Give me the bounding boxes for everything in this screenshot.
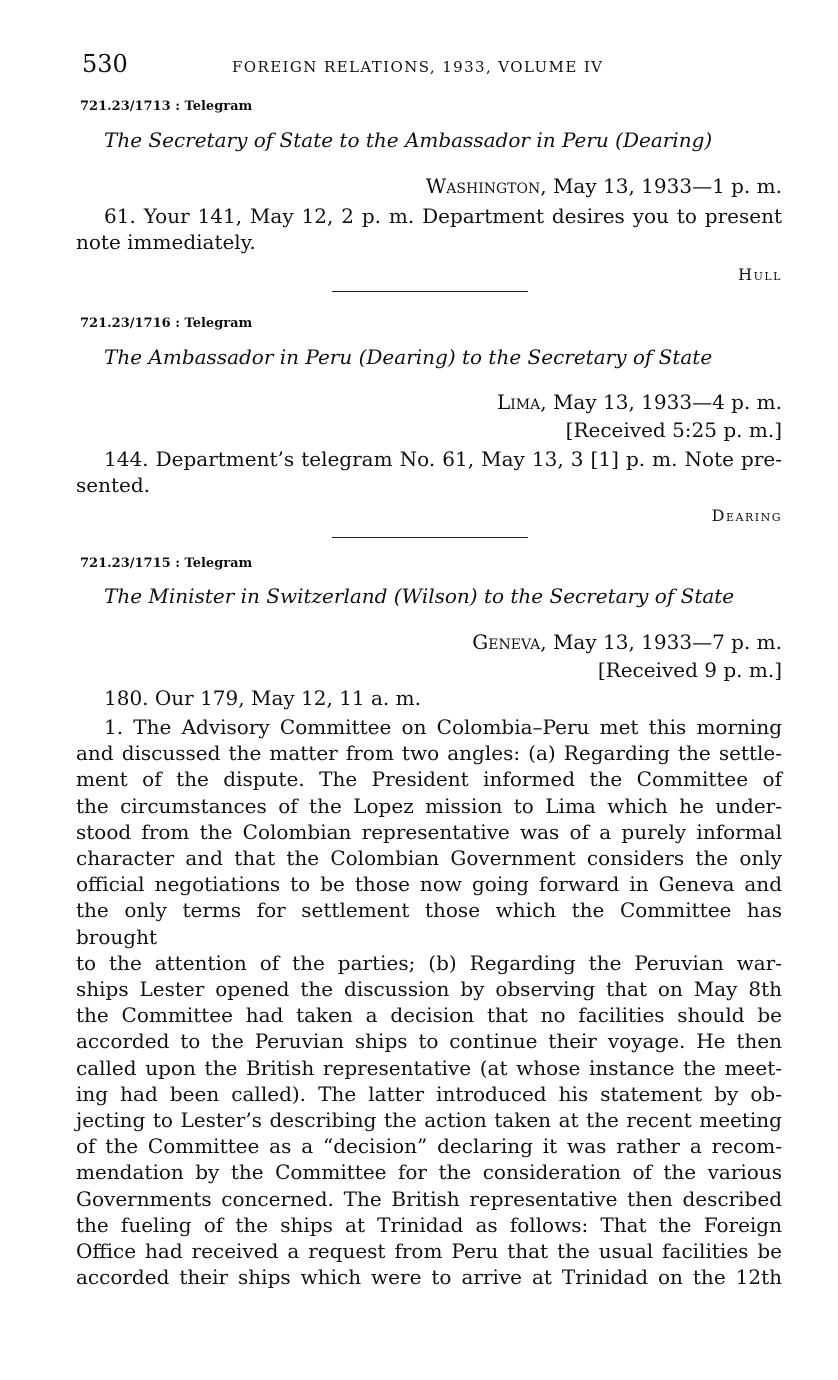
doc3-body-line: and discussed the matter from two angles: (a) Regarding the settle- bbox=[76, 741, 782, 766]
section-divider bbox=[332, 537, 528, 538]
doc1-body bbox=[76, 203, 782, 255]
doc2-title: The Ambassador in Peru (Dearing) to the Secretary of State bbox=[104, 345, 713, 369]
doc3-body-line: character and that the Colombian Government considers the only bbox=[76, 846, 782, 871]
doc3-body-line: the Committee had taken a decision that no facilities should be bbox=[76, 1003, 782, 1028]
doc2-body bbox=[76, 446, 782, 498]
doc1-body-line: note immediately. bbox=[76, 230, 256, 255]
page-header bbox=[82, 50, 782, 82]
doc3-body-line: stood from the Colombian representative was of a purely informal bbox=[76, 819, 782, 844]
doc2-body-line: 144. Department’s telegram No. 61, May 13, 3 [1] p. m. Note pre- bbox=[104, 447, 782, 471]
doc1-date: , May 13, 1933—1 p. m. bbox=[540, 174, 782, 198]
doc2-body-line: sented. bbox=[76, 473, 151, 498]
doc1-signature: Hull bbox=[738, 265, 782, 284]
doc1-place: Washington bbox=[425, 174, 541, 198]
doc1-file-ref: 721.23/1713 : Telegram bbox=[80, 99, 253, 114]
doc3-body-line: ships Lester opened the discussion by observing that on May 8th bbox=[76, 977, 782, 1002]
doc3-opening-line: 180. Our 179, May 12, 11 a. m. bbox=[104, 686, 421, 710]
doc3-body-line: the circumstances of the Lopez mission to Lima which he under- bbox=[76, 793, 782, 818]
doc3-body-line: the fueling of the ships at Trinidad as follows: That the Foreign bbox=[76, 1212, 782, 1237]
section-divider bbox=[332, 291, 528, 292]
running-head: FOREIGN RELATIONS, 1933, VOLUME IV bbox=[232, 58, 604, 76]
doc1-dateline bbox=[426, 174, 782, 198]
doc3-dateline bbox=[472, 630, 782, 654]
doc3-body-line: ment of the dispute. The President informed the Committee of bbox=[76, 767, 782, 792]
doc3-body-line: ing had been called). The latter introduced his statement by ob- bbox=[76, 1081, 782, 1106]
doc2-signature: Dearing bbox=[711, 506, 782, 525]
doc3-body-line: the only terms for settlement those which the Committee has brought bbox=[76, 898, 782, 949]
doc3-body-line: accorded to the Peruvian ships to continue their voyage. He then bbox=[76, 1029, 782, 1054]
doc3-body-line: to the attention of the parties; (b) Regarding the Peruvian war- bbox=[76, 950, 782, 975]
doc2-date: , May 13, 1933—4 p. m. bbox=[540, 390, 782, 414]
doc3-body bbox=[76, 714, 782, 1290]
doc3-body-line: official negotiations to be those now going forward in Geneva and bbox=[76, 872, 782, 897]
doc3-date: , May 13, 1933—7 p. m. bbox=[540, 630, 782, 654]
doc3-body-line: accorded their ships which were to arrive at Trinidad on the 12th bbox=[76, 1265, 782, 1290]
doc2-dateline bbox=[497, 390, 782, 414]
doc3-file-ref: 721.23/1715 : Telegram bbox=[80, 556, 253, 571]
doc3-place: Geneva bbox=[472, 630, 541, 654]
doc3-opening bbox=[76, 685, 782, 711]
doc2-received: [Received 5:25 p. m.] bbox=[565, 418, 782, 442]
doc3-body-line: mendation by the Committee for the consideration of the various bbox=[76, 1160, 782, 1185]
doc3-body-line: Governments concerned. The British representative then described bbox=[76, 1186, 782, 1211]
doc1-body-line: 61. Your 141, May 12, 2 p. m. Department desires you to present bbox=[104, 204, 782, 228]
doc3-body-line: of the Committee as a “decision” declaring it was rather a recom- bbox=[76, 1134, 782, 1159]
doc1-title: The Secretary of State to the Ambassador in Peru (Dearing) bbox=[104, 128, 713, 152]
doc3-body-line: called upon the British representative (at whose instance the meet- bbox=[76, 1055, 782, 1080]
doc3-body-line: 1. The Advisory Committee on Colombia–Peru met this morning bbox=[104, 715, 782, 739]
page-number: 530 bbox=[82, 50, 128, 78]
doc2-place: Lima bbox=[496, 390, 541, 414]
doc2-file-ref: 721.23/1716 : Telegram bbox=[80, 316, 253, 331]
doc3-received: [Received 9 p. m.] bbox=[597, 658, 782, 682]
doc3-body-line: jecting to Lester’s describing the action taken at the recent meeting bbox=[76, 1108, 782, 1133]
doc3-body-line: Office had received a request from Peru that the usual facilities be bbox=[76, 1239, 782, 1264]
doc3-title: The Minister in Switzerland (Wilson) to the Secretary of State bbox=[104, 584, 735, 608]
